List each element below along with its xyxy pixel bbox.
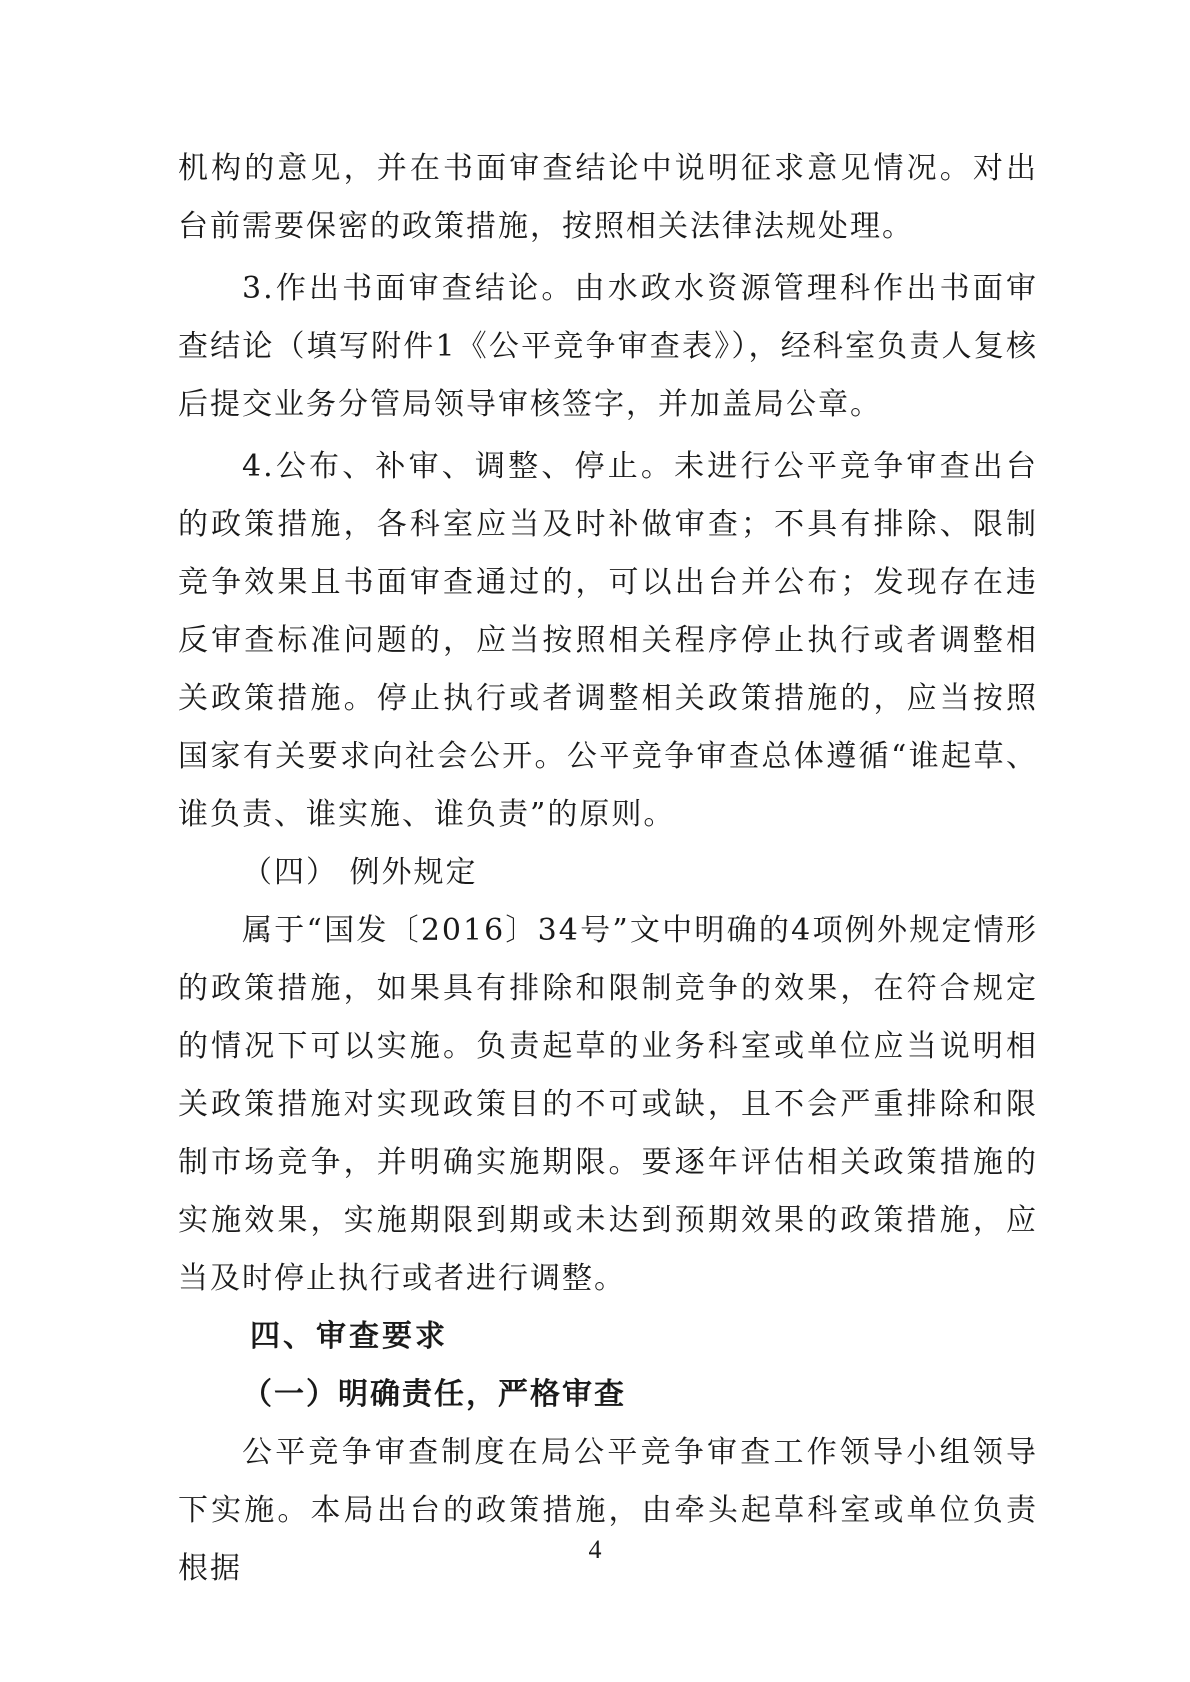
paragraph-1: 机构的意见，并在书面审查结论中说明征求意见情况。对出台前需要保密的政策措施，按照相关法律法规处理。 (178, 151, 1038, 244)
subheading-responsibility: （一）明确责任，严格审查 (242, 1377, 626, 1412)
paragraph-4: 属于“国发〔2016〕34号”文中明确的4项例外规定情形的政策措施，如果具有排除和限制竞争的效果，在符合规定的情况下可以实施。负责起草的业务科室或单位应当说明相关政策措施对实现政策目的不可或缺，且不会严重排除和限制市场竞争，并明确实施期限。要逐年评估相关政策措施的实施效果，实施期限到期或未达到预期效果的政策措施，应当及时停止执行或者进行调整。 (178, 913, 1038, 1296)
paragraph-5: 公平竞争审查制度在局公平竞争审查工作领导小组领导下实施。本局出台的政策措施，由牵头起草科室或单位负责根据 (178, 1435, 1038, 1586)
page-number: 4 (588, 1535, 602, 1564)
heading-review-requirements: 四、审查要求 (250, 1319, 448, 1354)
paragraph-2: 3.作出书面审查结论。由水政水资源管理科作出书面审查结论（填写附件1《公平竞争审查表》），经科室负责人复核后提交业务分管局领导审核签字，并加盖局公章。 (178, 271, 1038, 422)
paragraph-3: 4.公布、补审、调整、停止。未进行公平竞争审查出台的政策措施，各科室应当及时补做审查；不具有排除、限制竞争效果且书面审查通过的，可以出台并公布；发现存在违反审查标准问题的，应当按照相关程序停止执行或者调整相关政策措施。停止执行或者调整相关政策措施的，应当按照国家有关要求向社会公开。公平竞争审查总体遵循“谁起草、谁负责、谁实施、谁负责”的原则。 (178, 449, 1038, 832)
body-text (178, 140, 1038, 1598)
subheading-exceptions: （四） 例外规定 (242, 855, 478, 890)
